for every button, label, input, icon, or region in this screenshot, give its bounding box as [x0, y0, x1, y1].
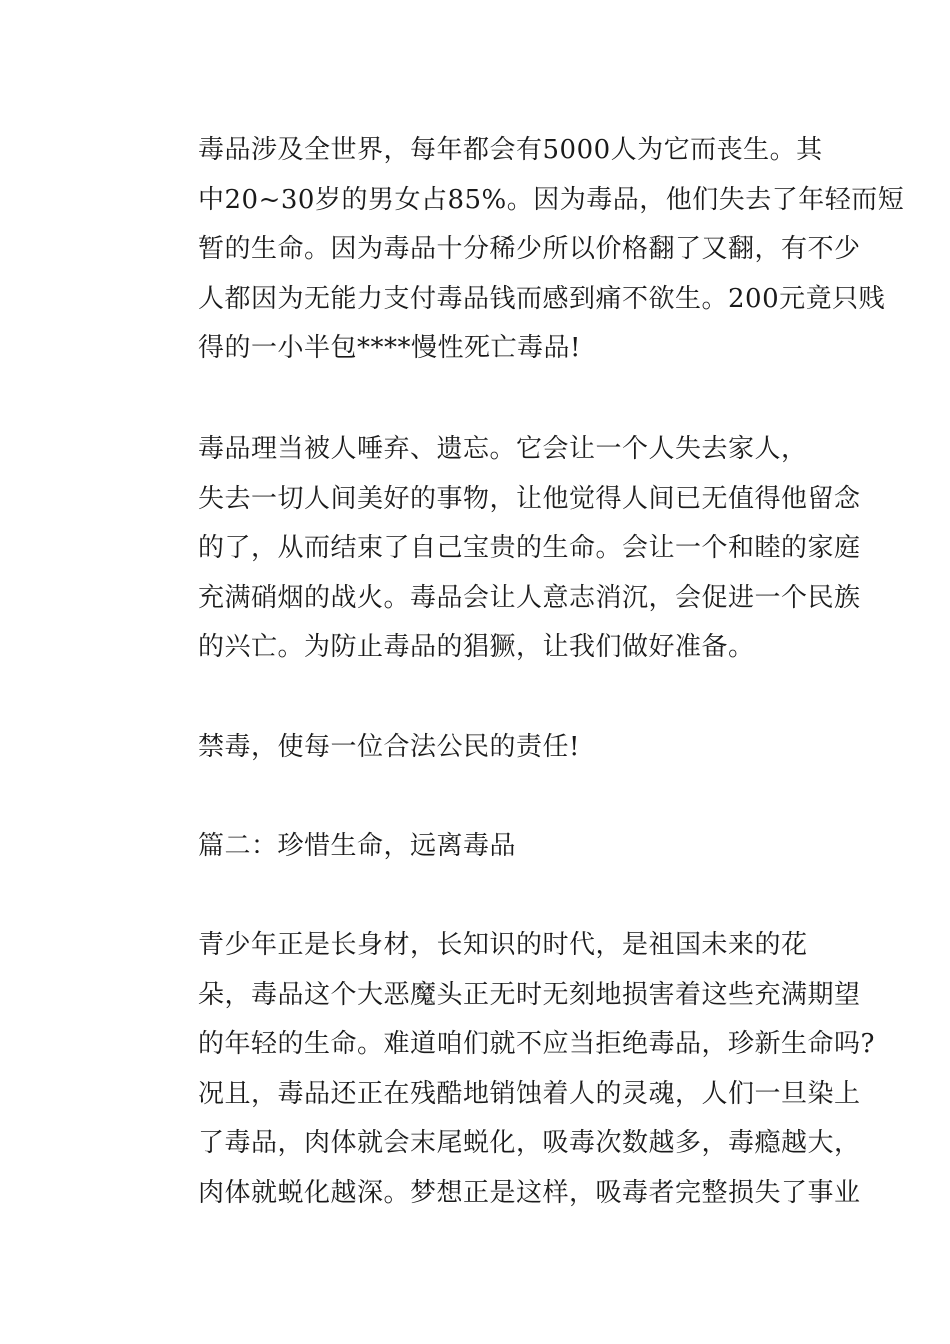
- text-line: 人都因为无能力支付毒品钱而感到痛不欲生。200元竟只贱: [198, 283, 886, 314]
- text-line: 失去一切人间美好的事物，让他觉得人间已无值得他留念: [198, 483, 861, 514]
- text-line: 篇二：珍惜生命，远离毒品: [198, 831, 517, 861]
- text-line: 的了，从而结束了自己宝贵的生命。会让一个和睦的家庭: [198, 533, 861, 563]
- text-line: 朵，毒品这个大恶魔头正无时无刻地损害着这些充满期望: [198, 979, 861, 1010]
- text-line: 充满硝烟的战火。毒品会让人意志消沉，会促进一个民族: [198, 582, 861, 613]
- text-line: 暂的生命。因为毒品十分稀少所以价格翻了又翻，有不少: [198, 234, 861, 264]
- text-line: 了毒品，肉体就会末尾蜕化，吸毒次数越多，毒瘾越大，: [198, 1128, 861, 1158]
- paragraph-drug-harm: [146, 425, 861, 673]
- text-line: 的兴亡。为防止毒品的猖獗，让我们做好准备。: [198, 632, 755, 662]
- text-line: 况且，毒品还正在残酷地销蚀着人的灵魂，人们一旦染上: [198, 1078, 861, 1109]
- text-line: 青少年正是长身材，长知识的时代，是祖国未来的花: [198, 930, 808, 960]
- text-line: 肉体就蜕化越深。梦想正是这样，吸毒者完整损失了事业: [198, 1177, 861, 1208]
- text-line: 毒品理当被人唾弃、遗忘。它会让一个人失去家人，: [198, 434, 808, 464]
- paragraph-citizen-duty: [146, 723, 810, 773]
- paragraph-youth: [146, 921, 875, 1218]
- text-line: 中20~30岁的男女占85%。因为毒品，他们失去了年轻而短: [198, 184, 905, 215]
- text-line: 得的一小半包****慢性死亡毒品!: [198, 333, 581, 363]
- section-heading: [146, 822, 810, 872]
- text-line: 禁毒，使每一位合法公民的责任!: [198, 732, 580, 762]
- paragraph-drug-deaths: [146, 126, 905, 374]
- text-line: 的年轻的生命。难道咱们就不应当拒绝毒品，珍新生命吗?: [198, 1029, 875, 1059]
- text-line: 毒品涉及全世界，每年都会有5000人为它而丧生。其: [198, 135, 823, 165]
